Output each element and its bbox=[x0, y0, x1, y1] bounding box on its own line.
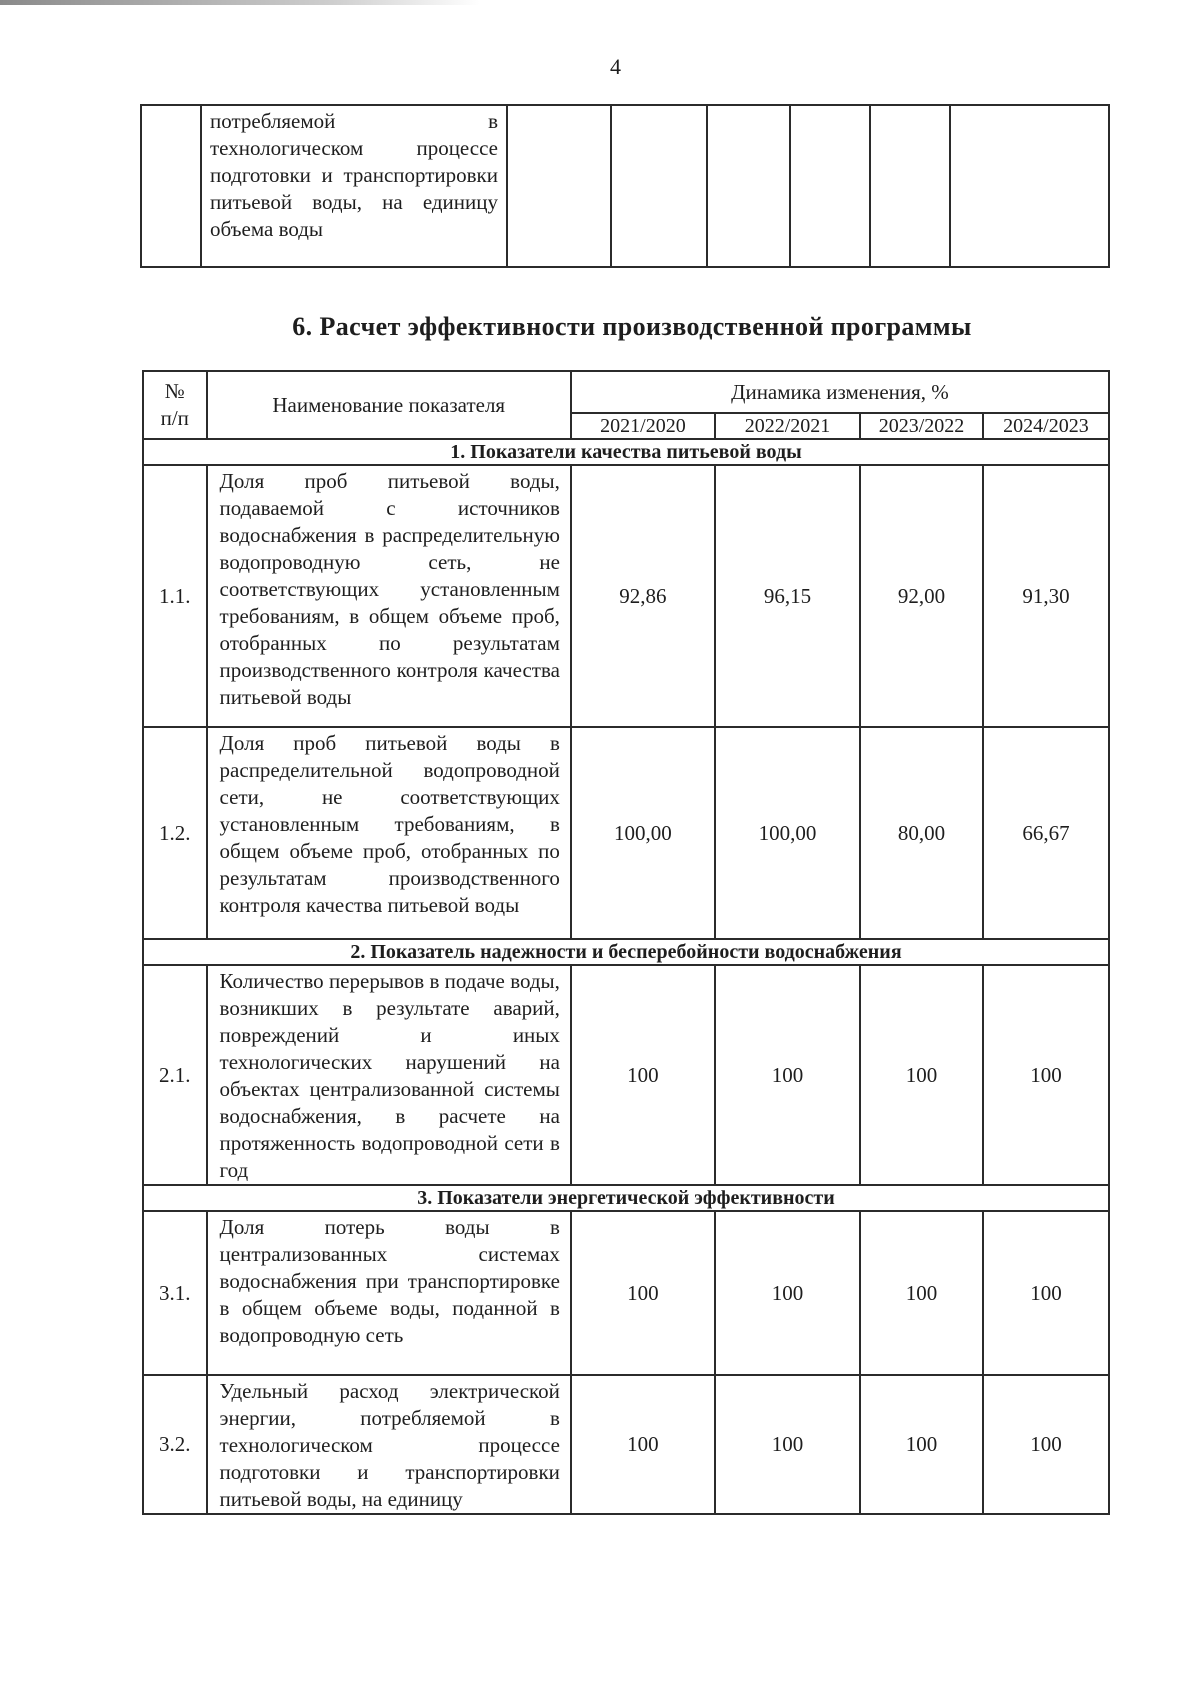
table-row bbox=[143, 965, 1109, 1185]
table-row bbox=[143, 1211, 1109, 1375]
cell-value: 96,15 bbox=[715, 465, 860, 727]
cell-value: 100 bbox=[983, 965, 1109, 1185]
header-period: 2021/2020 bbox=[571, 413, 715, 439]
cell-indicator-text: Доля потерь воды в централизованных системах водоснабжения при транспортировке в общем объеме воды, поданной в водопроводную сеть bbox=[207, 1211, 571, 1375]
header-period: 2024/2023 bbox=[983, 413, 1109, 439]
cell-value: 100 bbox=[860, 965, 983, 1185]
cell-value: 92,00 bbox=[860, 465, 983, 727]
header-row bbox=[143, 371, 1109, 413]
cell-indicator-text: Удельный расход электрической энергии, потребляемой в технологическом процессе подготовки и транспортировки питьевой воды, на единицу bbox=[207, 1375, 571, 1514]
cell-value: 92,86 bbox=[571, 465, 715, 727]
section-title: 2. Показатель надежности и бесперебойности водоснабжения bbox=[143, 939, 1109, 965]
header-period: 2022/2021 bbox=[715, 413, 860, 439]
table-row bbox=[143, 1375, 1109, 1514]
table-row bbox=[141, 105, 1109, 267]
cell-value: 80,00 bbox=[860, 727, 983, 939]
cell-value bbox=[611, 105, 707, 267]
cell-value: 100 bbox=[715, 1375, 860, 1514]
page-number: 4 bbox=[610, 54, 621, 79]
section-row bbox=[143, 1185, 1109, 1211]
cell-value bbox=[870, 105, 950, 267]
header-name: Наименование показателя bbox=[207, 371, 571, 439]
cell-num: 1.1. bbox=[143, 465, 207, 727]
cell-value: 100 bbox=[860, 1211, 983, 1375]
cell-value: 100 bbox=[571, 1375, 715, 1514]
header-num: № п/п bbox=[143, 371, 207, 439]
table-row bbox=[143, 727, 1109, 939]
cell-num: 3.2. bbox=[143, 1375, 207, 1514]
cell-value bbox=[790, 105, 870, 267]
header-dynamics: Динамика изменения, % bbox=[571, 371, 1109, 413]
cell-value bbox=[707, 105, 790, 267]
cell-num: 2.1. bbox=[143, 965, 207, 1185]
section-title: 3. Показатели энергетической эффективности bbox=[143, 1185, 1109, 1211]
cell-indicator-text: Количество перерывов в подаче воды, возникших в результате аварий, повреждений и иных технологических нарушений на объектах централизованной системы водоснабжения, в расчете на протяженность водопроводной сети в год bbox=[207, 965, 571, 1185]
cell-value bbox=[950, 105, 1109, 267]
cell-indicator-text: Доля проб питьевой воды, подаваемой с источников водоснабжения в распределительную водопроводную сеть, не соответствующих установленным требованиям, в общем объеме проб, отобранных по результатам производственного контроля качества питьевой воды bbox=[207, 465, 571, 727]
cell-indicator-text: потребляемой в технологическом процессе подготовки и транспортировки питьевой воды, на единицу объема воды bbox=[201, 105, 507, 267]
cell-value: 91,30 bbox=[983, 465, 1109, 727]
section-row bbox=[143, 439, 1109, 465]
cell-value: 100 bbox=[571, 1211, 715, 1375]
cell-num bbox=[141, 105, 201, 267]
cell-value: 100 bbox=[715, 1211, 860, 1375]
cell-value: 66,67 bbox=[983, 727, 1109, 939]
efficiency-table bbox=[142, 370, 1110, 1515]
cell-value: 100 bbox=[860, 1375, 983, 1514]
cell-num: 1.2. bbox=[143, 727, 207, 939]
section-heading: 6. Расчет эффективности производственной программы bbox=[292, 312, 972, 341]
cell-value: 100 bbox=[571, 965, 715, 1185]
cell-indicator-text: Доля проб питьевой воды в распределительной водопроводной сети, не соответствующих установленным требованиям, в общем объеме проб, отобранных по результатам производственного контроля качества питьевой воды bbox=[207, 727, 571, 939]
cell-value: 100 bbox=[983, 1375, 1109, 1514]
table-row bbox=[143, 465, 1109, 727]
header-period: 2023/2022 bbox=[860, 413, 983, 439]
scan-edge bbox=[0, 0, 480, 5]
cell-value: 100 bbox=[983, 1211, 1109, 1375]
continued-table bbox=[140, 104, 1110, 268]
cell-value: 100,00 bbox=[715, 727, 860, 939]
cell-value bbox=[507, 105, 611, 267]
cell-value: 100,00 bbox=[571, 727, 715, 939]
cell-value: 100 bbox=[715, 965, 860, 1185]
section-title: 1. Показатели качества питьевой воды bbox=[143, 439, 1109, 465]
cell-num: 3.1. bbox=[143, 1211, 207, 1375]
section-row bbox=[143, 939, 1109, 965]
